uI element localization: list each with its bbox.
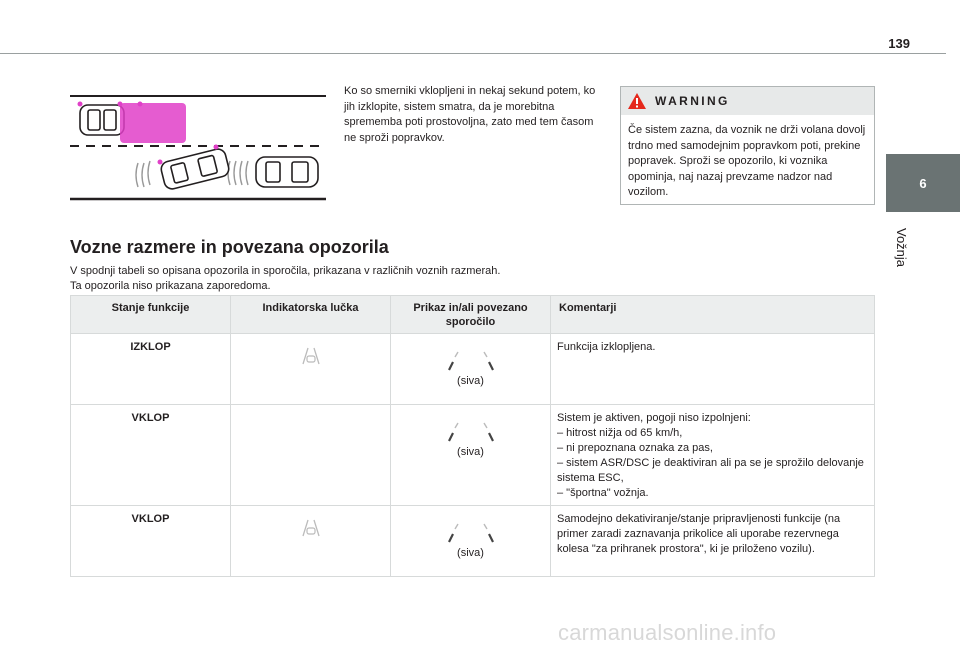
header-comments: Komentarji	[551, 296, 875, 334]
table-row	[71, 405, 875, 506]
lane-assist-off-icon	[300, 518, 322, 538]
indicator-cell	[231, 405, 391, 506]
section-subtitle-line: Ta opozorila niso prikazana zaporedoma.	[70, 279, 271, 292]
table-row	[71, 334, 875, 405]
lane-lines-icon	[446, 522, 496, 544]
display-cell	[391, 506, 551, 577]
function-table	[70, 295, 875, 577]
chapter-title: Vožnja	[894, 228, 909, 268]
warning-box	[620, 86, 875, 205]
comment-line: Sistem je aktiven, pogoji niso izpolnjeni:	[557, 412, 751, 424]
comment-line: – "športna" vožnja.	[557, 487, 649, 499]
comment-line: – sistem ASR/DSC je deaktiviran ali pa se je sprožilo delovanje sistema ESC,	[557, 457, 864, 484]
lane-lines-icon	[446, 350, 496, 372]
comment-cell	[551, 506, 875, 577]
warning-triangle-icon	[627, 92, 647, 110]
section-title: Vozne razmere in povezana opozorila	[70, 237, 389, 257]
table-row	[71, 506, 875, 577]
state-cell: IZKLOP	[71, 334, 231, 405]
section-subtitle-line: V spodnji tabeli so opisana opozorila in sporočila, prikazana v različnih voznih razmerah.	[70, 265, 501, 277]
section-subtitle	[70, 264, 590, 293]
intro-paragraph: Ko so smerniki vklopljeni in nekaj sekund potem, ko jih izklopite, sistem smatra, da je morebitna sprememba poti prostovoljna, zato med tem časom ne sproži popravkov.	[344, 85, 596, 144]
page-number: 139	[888, 36, 910, 51]
warning-header	[621, 87, 874, 115]
top-rule	[0, 53, 946, 54]
display-cell	[391, 334, 551, 405]
warning-title: WARNING	[655, 94, 730, 108]
lane-lines-icon	[446, 421, 496, 443]
header-state: Stanje funkcije	[71, 296, 231, 334]
header-indicator: Indikatorska lučka	[231, 296, 391, 334]
comment-line: Funkcija izklopljena.	[557, 341, 656, 353]
indicator-cell	[231, 506, 391, 577]
chapter-label	[880, 228, 920, 278]
comment-cell	[551, 334, 875, 405]
state-cell: VKLOP	[71, 506, 231, 577]
lane-change-cars-illustration	[70, 91, 326, 204]
warning-text: Če sistem zazna, da voznik ne drži volana dovolj trdno med samodejnim popravkom poti, prekine popravek. Sproži se opozorilo, ki voznika opominja, naj nazaj prevzame nadzor nad vozilom.	[628, 124, 866, 198]
state-cell: VKLOP	[71, 405, 231, 506]
comment-line: – ni prepoznana oznaka za pas,	[557, 442, 713, 454]
lane-assist-off-icon	[300, 346, 322, 366]
header-display: Prikaz in/ali povezano sporočilo	[391, 296, 551, 334]
display-caption: (siva)	[457, 547, 484, 559]
watermark: carmanualsonline.info	[558, 620, 777, 645]
display-caption: (siva)	[457, 375, 484, 387]
comment-line: Samodejno dekativiranje/stanje pripravljenosti funkcije (na primer zaradi zaznavanja prikolice ali uporabe rezervnega kolesa "za prihranek prostora", ki je priloženo vozilu).	[557, 513, 841, 555]
comment-line: – hitrost nižja od 65 km/h,	[557, 427, 683, 439]
comment-cell	[551, 405, 875, 506]
indicator-cell	[231, 334, 391, 405]
table-header-row	[71, 296, 875, 334]
display-caption: (siva)	[457, 446, 484, 458]
chapter-tab[interactable]: 6	[886, 154, 960, 212]
display-cell	[391, 405, 551, 506]
